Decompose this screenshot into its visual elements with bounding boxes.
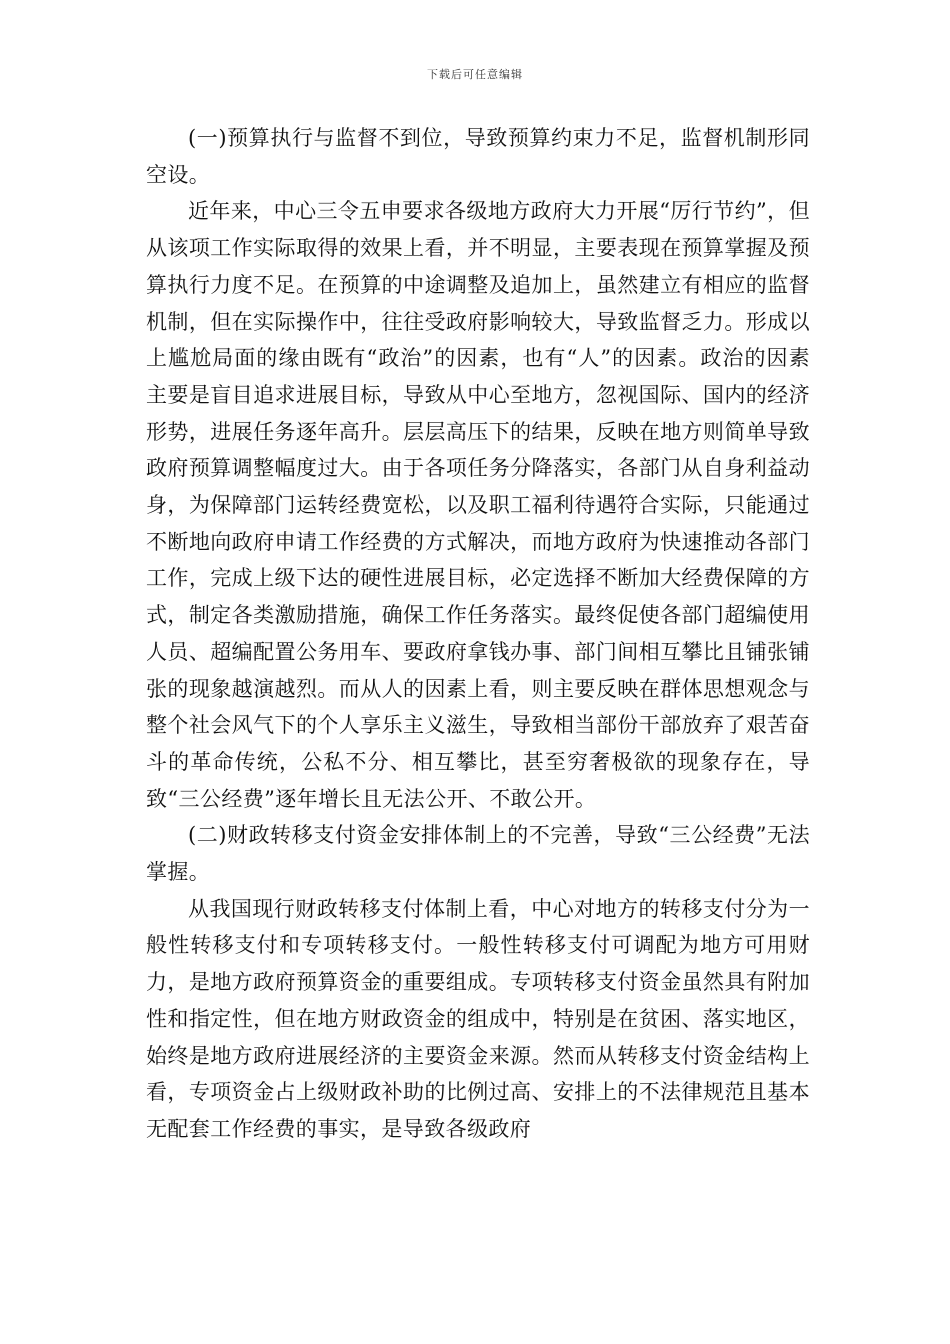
paragraph-body-1: 近年来，中心三令五申要求各级地方政府大力开展“厉行节约”，但从该项工作实际取得的效果上看，并不明显，主要表现在预算掌握及预算执行力度不足。在预算的中途调整及追加上，虽然建立有相应的监督机制，但在实际操作中，往往受政府影响较大，导致监督乏力。形成以上尴尬局面的缘由既有“政治”的因素，也有“人”的因素。政治的因素主要是盲目追求进展目标，导致从中心至地方，忽视国际、国内的经济形势，进展任务逐年高升。层层高压下的结果，反映在地方则简单导致政府预算调整幅度过大。由于各项任务分降落实，各部门从自身利益动身，为保障部门运转经费宽松，以及职工福利待遇符合实际，只能通过不断地向政府申请工作经费的方式解决，而地方政府为快速推动各部门工作，完成上级下达的硬性进展目标，必定选择不断加大经费保障的方式，制定各类激励措施，确保工作任务落实。最终促使各部门超编使用人员、超编配置公务用车、要政府拿钱办事、部门间相互攀比且铺张铺张的现象越演越烈。而从人的因素上看，则主要反映在群体思想观念与整个社会风气下的个人享乐主义滋生，导致相当部份干部放弃了艰苦奋斗的革命传统，公私不分、相互攀比，甚至穷奢极欲的现象存在，导致“三公经费”逐年增长且无法公开、不敢公开。: [146, 199, 810, 811]
paragraph-heading-2: (二)财政转移支付资金安排体制上的不完善，导致“三公经费”无法掌握。: [146, 823, 810, 885]
paragraph-body-2: 从我国现行财政转移支付体制上看，中心对地方的转移支付分为一般性转移支付和专项转移支付。一般性转移支付可调配为地方可用财力，是地方政府预算资金的重要组成。专项转移支付资金虽然具有附加性和指定性，但在地方财政资金的组成中，特别是在贫困、落实地区，始终是地方政府进展经济的主要资金来源。然而从转移支付资金结构上看，专项资金占上级财政补助的比例过高、安排上的不法律规范且基本无配套工作经费的事实，是导致各级政府: [146, 896, 810, 1141]
paragraph-heading-1: (一)预算执行与监督不到位，导致预算约束力不足，监督机制形同空设。: [146, 126, 810, 187]
document-body: [146, 120, 810, 1148]
header-note: 下载后可任意编辑: [427, 68, 523, 81]
